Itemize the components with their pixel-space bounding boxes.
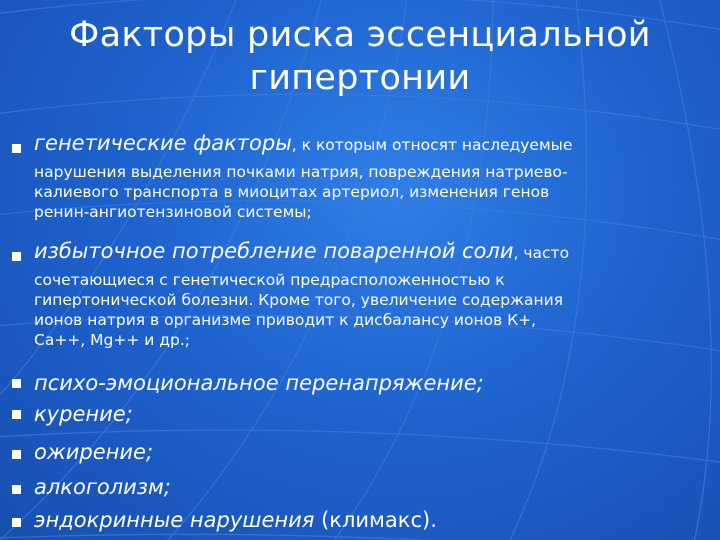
title-line-1: Факторы риска эссенциальной	[69, 15, 651, 55]
title-line-2: гипертонии	[249, 58, 471, 98]
item-text: психо-эмоциональное перенапряжение;	[34, 371, 484, 395]
item-lead: избыточное потребление поваренной соли	[34, 239, 514, 263]
item-line: сочетающиеся с генетической предрасположенностью к	[34, 271, 505, 289]
bullet-square-icon	[12, 379, 21, 388]
item-line: нарушения выделения почками натрия, повреждения натриево-	[34, 163, 568, 181]
item-line: Са++, Мg++ и др.;	[34, 331, 190, 349]
item-text: , к которым относят наследуемые	[291, 136, 573, 154]
item-text: ожирение;	[34, 440, 154, 464]
bullet-square-icon	[12, 410, 21, 419]
item-text: курение;	[34, 402, 133, 426]
bullet-square-icon	[12, 144, 21, 153]
item-text: алкоголизм;	[34, 475, 171, 499]
item-lead: генетические факторы	[34, 131, 292, 155]
bullet-square-icon	[12, 485, 21, 494]
bullet-square-icon	[12, 252, 21, 261]
item-line: калиевого транспорта в миоцитах артериол, изменения генов	[34, 183, 550, 201]
item-line: ионов натрия в организме приводит к дисбалансу ионов К+,	[34, 311, 537, 329]
bullet-square-icon	[12, 518, 21, 527]
item-line: ренин-ангиотензиновой системы;	[34, 203, 312, 221]
item-line: гипертонической болезни. Кроме того, увеличение содержания	[34, 291, 564, 309]
item-text: (климакс).	[314, 508, 437, 532]
bullet-square-icon	[12, 450, 21, 459]
item-lead: эндокринные нарушения	[34, 508, 315, 532]
item-text: , часто	[513, 244, 570, 262]
